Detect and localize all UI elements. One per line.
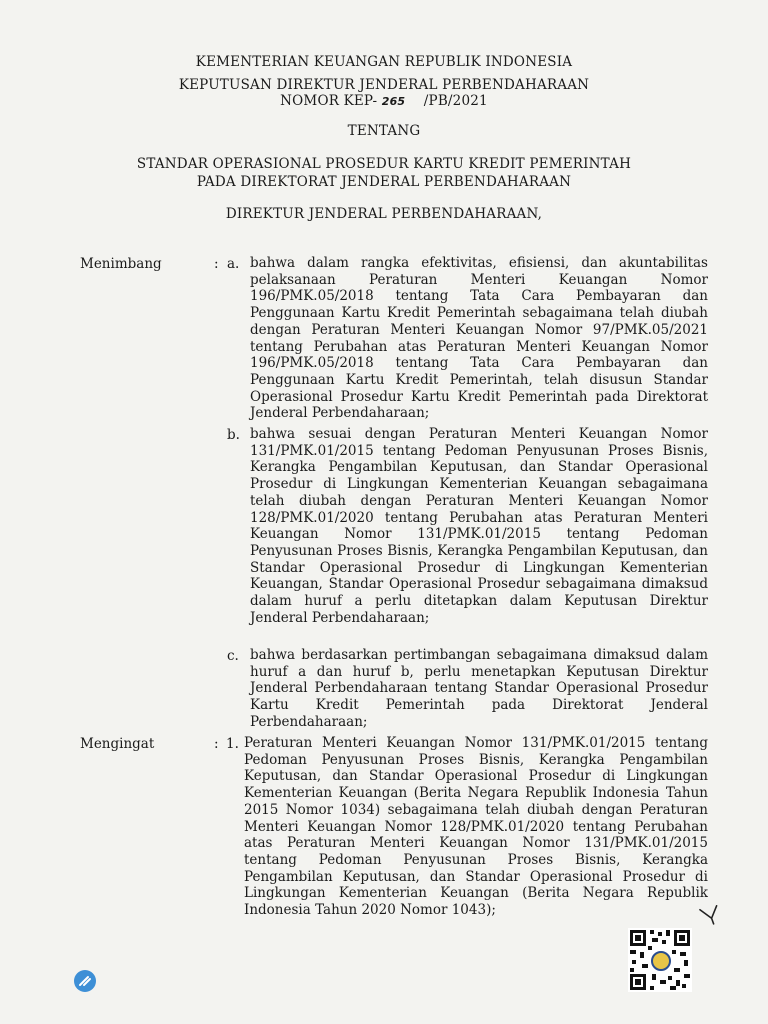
subject-line-1: STANDAR OPERASIONAL PROSEDUR KARTU KREDIT PEMERINTAH xyxy=(136,156,632,172)
menimbang-item-b-text: bahwa sesuai dengan Peraturan Menteri Keuangan Nomor 131/PMK.01/2015 tentang Pedoman Penyusunan Proses Bisnis, Kerangka Pengambilan Keputusan, dan Standar Operasional Prosedur di Lingkungan Kementerian Keuangan sebagaimana telah diubah dengan Peraturan Menteri Keuangan Nomor 128/PMK.01/2020 tentang Perubahan atas Peraturan Menteri Keuangan Nomor 131/PMK.01/2015 tentang Pedoman Penyusunan Proses Bisnis, Kerangka Pengambilan Keputusan, dan Standar Operasional Prosedur di Lingkungan Kementerian Keuangan, Standar Operasional Prosedur sebagaimana dimaksud dalam huruf a perlu ditetapkan dalam Keputusan Direktur Jenderal Perbendaharaan; xyxy=(250,426,708,626)
number-prefix: NOMOR KEP- xyxy=(280,93,378,109)
menimbang-item-a-marker: a. xyxy=(227,256,240,272)
about-heading: TENTANG xyxy=(347,123,421,139)
ministry-heading: KEMENTERIAN KEUANGAN REPUBLIK INDONESIA xyxy=(195,54,573,70)
menimbang-label: Menimbang xyxy=(80,256,162,272)
mengingat-item-1-text: Peraturan Menteri Keuangan Nomor 131/PMK.01/2015 tentang Pedoman Penyusunan Proses Bisnis, Kerangka Pengambilan Keputusan, dan Standar Operasional Prosedur di Lingkungan Kementerian Keuangan (Berita Negara Republik Indonesia Tahun 2015 Nomor 1034) sebagaimana telah diubah dengan Peraturan Menteri Keuangan Nomor 128/PMK.01/2020 tentang Perubahan atas Peraturan Menteri Keuangan Nomor 131/PMK.01/2015 tentang Pedoman Penyusunan Proses Bisnis, Kerangka Pengambilan Keputusan, dan Standar Operasional Prosedur di Lingkungan Kementerian Keuangan (Berita Negara Republik Indonesia Tahun 2020 Nomor 1043); xyxy=(244,735,708,919)
menimbang-item-b-marker: b. xyxy=(227,427,240,443)
kemenkeu-logo-icon xyxy=(74,970,96,992)
paraf-initial-icon xyxy=(696,899,728,934)
menimbang-colon: : xyxy=(214,256,219,272)
mengingat-colon: : xyxy=(214,736,219,752)
logo-glyph xyxy=(74,970,96,992)
menimbang-item-a-text: bahwa dalam rangka efektivitas, efisiensi, dan akuntabilitas pelaksanaan Peraturan Menteri Keuangan Nomor 196/PMK.05/2018 tentang Tata Cara Pembayaran dan Penggunaan Kartu Kredit Pemerintah sebagaimana telah diubah dengan Peraturan Menteri Keuangan Nomor 97/PMK.05/2021 tentang Perubahan atas Peraturan Menteri Keuangan Nomor 196/PMK.05/2018 tentang Tata Cara Pembayaran dan Penggunaan Kartu Kredit Pemerintah, telah disusun Standar Operasional Prosedur Kartu Kredit Pemerintah pada Direktorat Jenderal Perbendaharaan; xyxy=(250,255,708,422)
number-suffix: /PB/2021 xyxy=(423,93,488,109)
decree-number xyxy=(0,93,768,109)
number-handwritten: 265 xyxy=(381,95,406,108)
decree-title: KEPUTUSAN DIREKTUR JENDERAL PERBENDAHARAAN xyxy=(178,77,590,93)
mengingat-label: Mengingat xyxy=(80,736,155,752)
subject-line-2: PADA DIREKTORAT JENDERAL PERBENDAHARAAN xyxy=(196,174,572,190)
official-title: DIREKTUR JENDERAL PERBENDAHARAAN, xyxy=(225,206,543,222)
qr-code-graphic xyxy=(628,928,692,992)
menimbang-item-c-text: bahwa berdasarkan pertimbangan sebagaimana dimaksud dalam huruf a dan huruf b, perlu menetapkan Keputusan Direktur Jenderal Perbendaharaan tentang Standar Operasional Prosedur Kartu Kredit Pemerintah pada Direktorat Jenderal Perbendaharaan; xyxy=(250,647,708,730)
menimbang-item-c-marker: c. xyxy=(227,648,239,664)
mengingat-item-1-marker: 1. xyxy=(226,736,239,752)
qr-code-icon xyxy=(628,928,692,992)
